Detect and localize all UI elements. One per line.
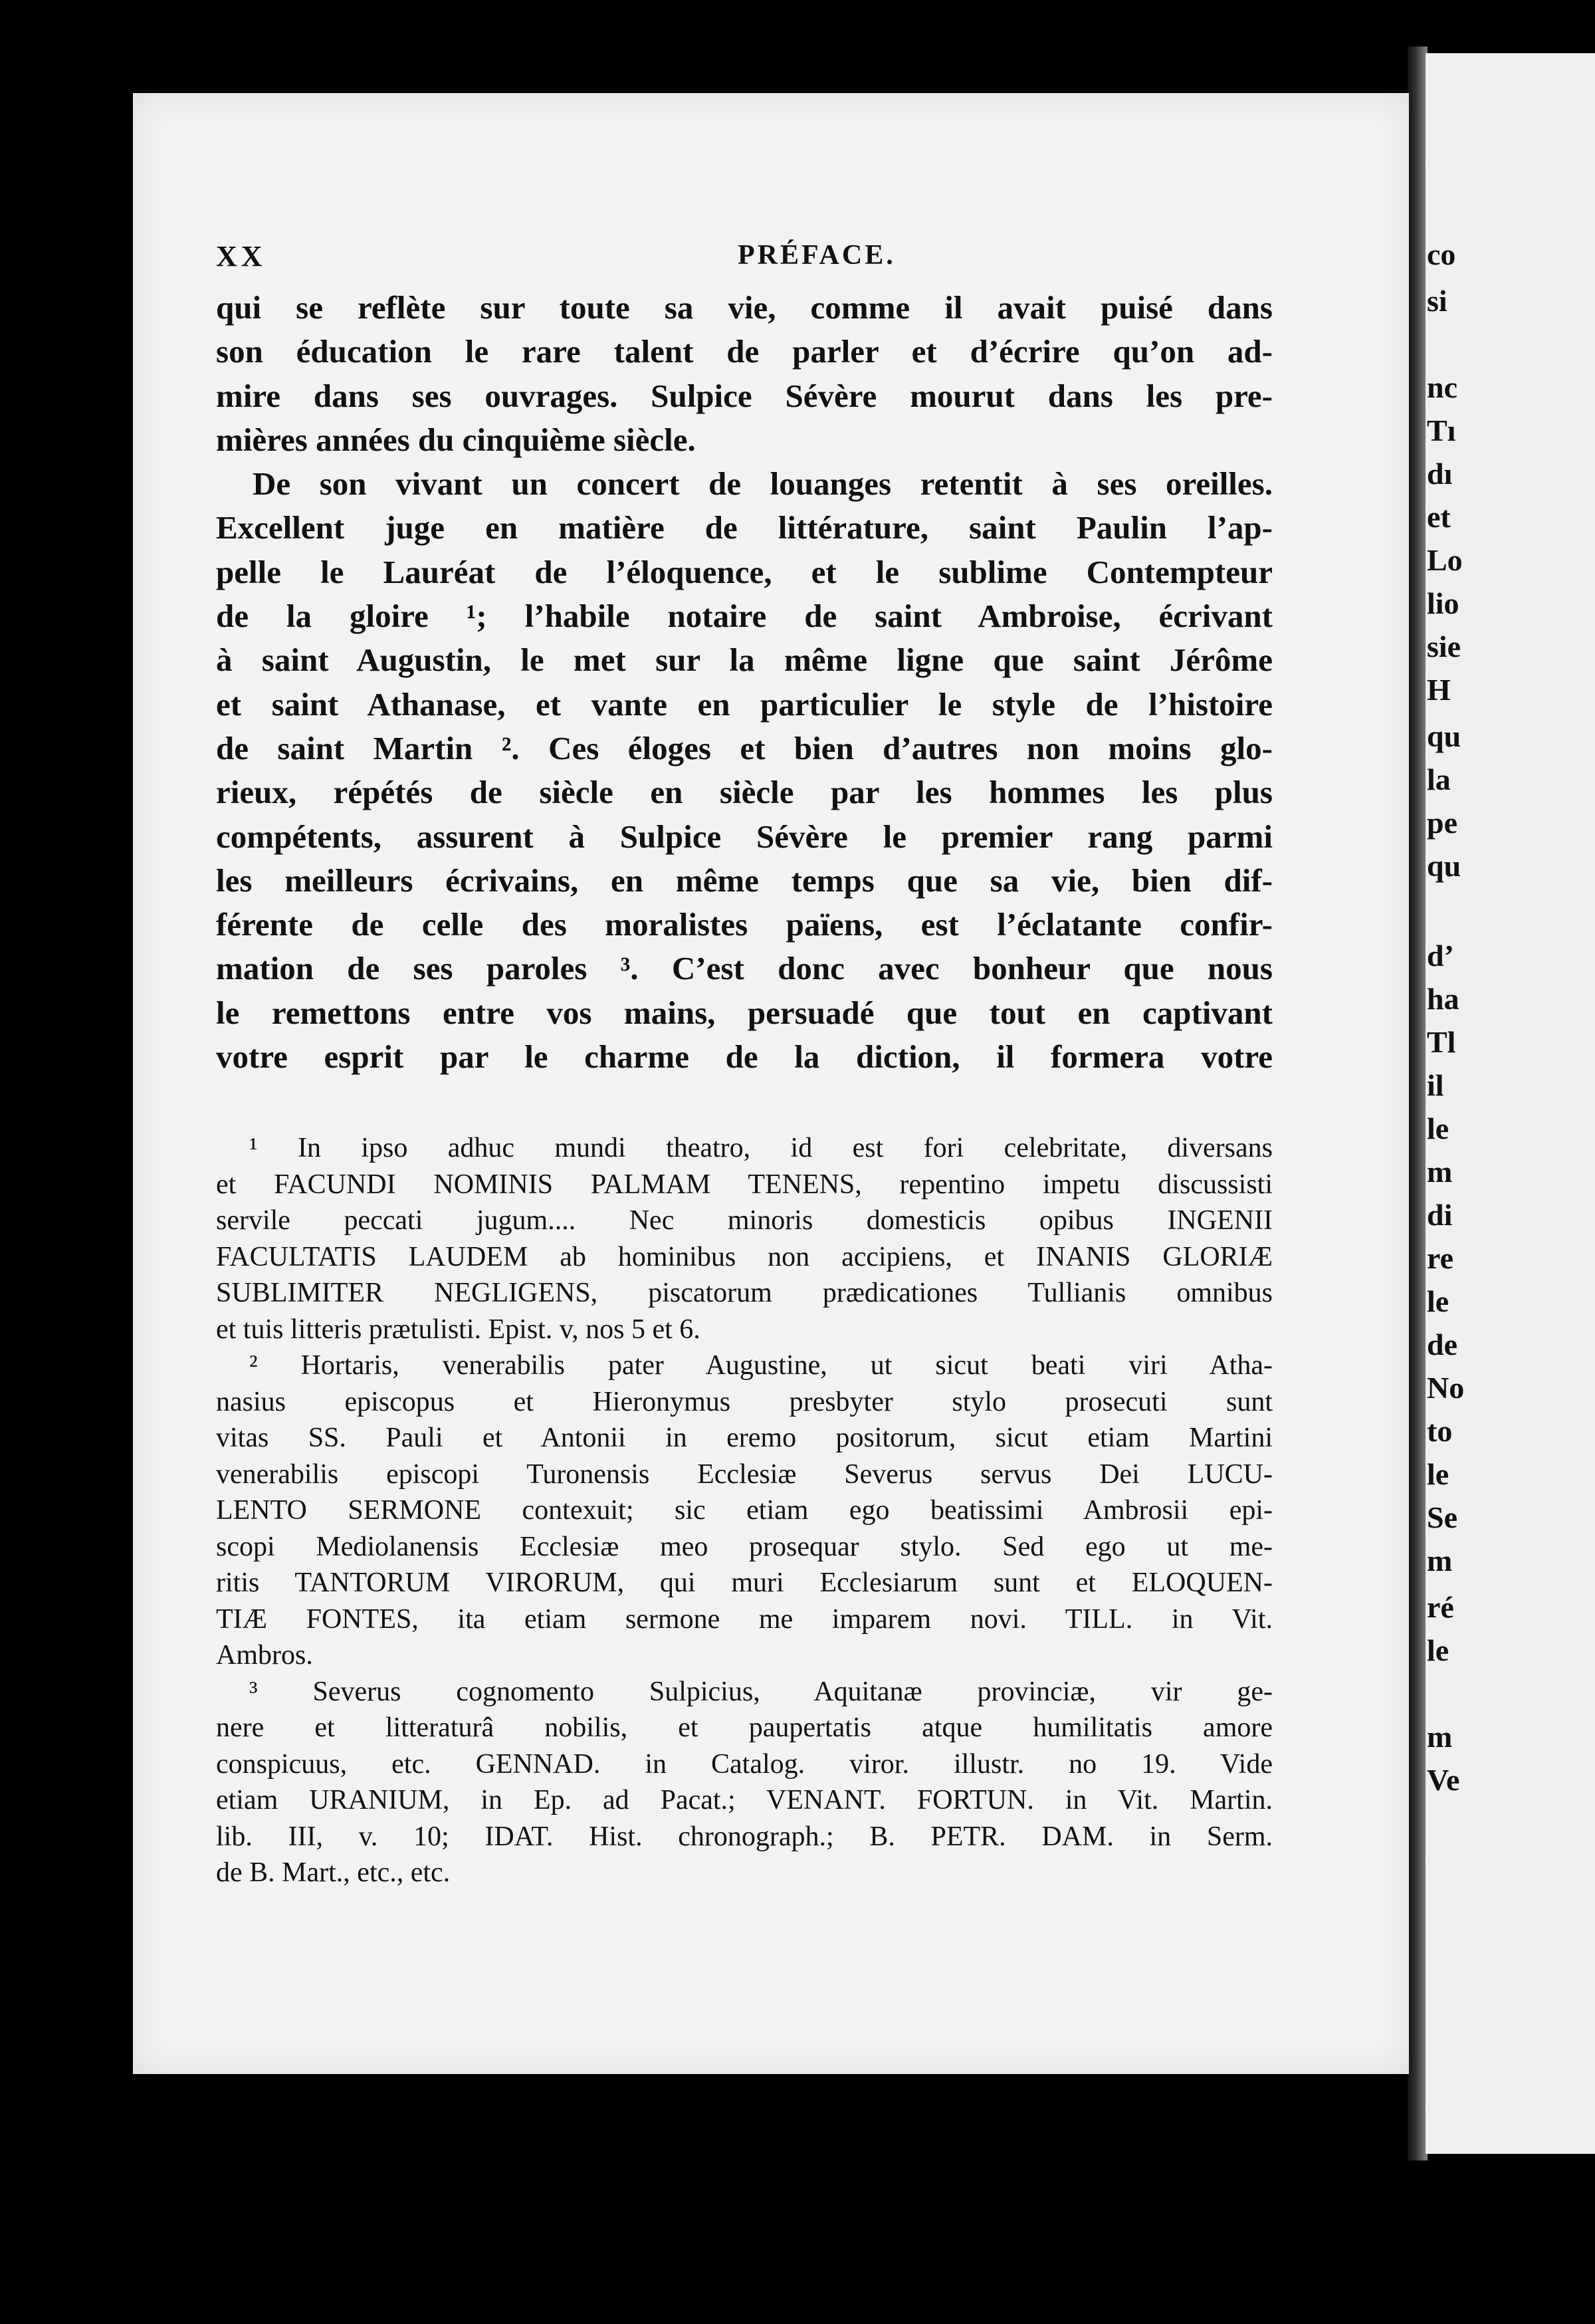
footnote-3-line: conspicuus, etc. GENNAD. in Catalog. viror. illustr. no 19. Vide (216, 1748, 1273, 1780)
facing-page-fragment: m (1427, 1720, 1453, 1754)
book-gutter (1408, 47, 1428, 2160)
running-title: PRÉFACE. (738, 240, 896, 271)
footnote-1-line: ¹ In ipso adhuc mundi theatro, id est fori celebritate, diversans (249, 1133, 1273, 1163)
footnote-2-line: LENTO SERMONE contexuit; sic etiam ego beatissimi Ambrosii epi- (216, 1495, 1273, 1526)
footnote-1-line: et tuis litteris prætulisti. Epist. v, nos 5 et 6. (216, 1314, 700, 1345)
folio: XX (216, 240, 266, 273)
facing-page-fragment: nc (1427, 370, 1457, 404)
facing-page-fragment: co (1427, 237, 1456, 271)
facing-page-fragment: Lo (1427, 543, 1463, 577)
facing-page-fragment: dı (1427, 457, 1453, 491)
body-line: et saint Athanase, et vante en particulier le style de l’histoire (216, 685, 1273, 723)
body-text (216, 286, 1273, 1079)
footnote-2-line: ² Hortaris, venerabilis pater Augustine, ut sicut beati viri Atha- (249, 1350, 1273, 1381)
body-line: mire dans ses ouvrages. Sulpice Sévère mourut dans les pre- (216, 377, 1273, 414)
footnotes (216, 1130, 1273, 1891)
facing-page-fragment: m (1427, 1544, 1453, 1577)
body-line: mation de ses paroles ³. C’est donc avec bonheur que nous (216, 950, 1273, 987)
facing-page-fragment: di (1427, 1198, 1453, 1232)
facing-page-fragment: le (1427, 1633, 1449, 1667)
facing-page-fragment: pe (1427, 806, 1457, 840)
facing-page (1426, 53, 1595, 2154)
facing-page-fragment: m (1427, 1155, 1453, 1189)
body-line: de saint Martin ². Ces éloges et bien d’autres non moins glo- (216, 729, 1273, 766)
facing-page-fragment: et (1427, 500, 1451, 534)
footnote-1-line: SUBLIMITER NEGLIGENS, piscatorum prædicationes Tullianis omnibus (216, 1278, 1273, 1308)
body-line: qui se reflète sur toute sa vie, comme il avait puisé dans (216, 289, 1273, 326)
footnote-2-line: TIÆ FONTES, ita etiam sermone me imparem novi. TILL. in Vit. (216, 1603, 1273, 1635)
footnote-3-line: lib. III, v. 10; IDAT. Hist. chronograph.; B. PETR. DAM. in Serm. (216, 1821, 1273, 1852)
footnote-2-line: scopi Mediolanensis Ecclesiæ meo prosequar stylo. Sed ego ut me- (216, 1531, 1273, 1562)
footnote-1-line: FACULTATIS LAUDEM ab hominibus non accipiens, et INANIS GLORIÆ (216, 1241, 1273, 1272)
footnote-1-line: servile peccati jugum.... Nec minoris domesticis opibus INGENII (216, 1205, 1273, 1236)
facing-page-fragment: sie (1427, 630, 1461, 663)
facing-page-fragment: H (1427, 673, 1451, 707)
footnote-3-line: ³ Severus cognomento Sulpicius, Aquitanæ provinciæ, vir ge- (249, 1676, 1273, 1707)
facing-page-fragment: lio (1427, 586, 1459, 620)
facing-page-fragment: qu (1427, 849, 1461, 883)
facing-page-fragment: Se (1427, 1500, 1457, 1534)
facing-page-fragment: ré (1427, 1590, 1454, 1624)
body-line: De son vivant un concert de louanges retentit à ses oreilles. (253, 465, 1273, 503)
footnote-2-line: vitas SS. Pauli et Antonii in eremo positorum, sicut etiam Martini (216, 1423, 1273, 1453)
body-line: à saint Augustin, le met sur la même ligne que saint Jérôme (216, 641, 1273, 679)
facing-page-fragment: qu (1427, 719, 1461, 753)
facing-page-fragment: d’ (1427, 939, 1454, 973)
footnote-3-line: nere et litteraturâ nobilis, et paupertatis atque humilitatis amore (216, 1712, 1273, 1743)
facing-page-fragment: Tl (1427, 1025, 1456, 1059)
facing-page-fragment: No (1427, 1371, 1465, 1405)
footnote-3-line: etiam URANIUM, in Ep. ad Pacat.; VENANT. FORTUN. in Vit. Martin. (216, 1785, 1273, 1815)
body-line: rieux, répétés de siècle en siècle par les hommes les plus (216, 774, 1273, 811)
body-line: pelle le Lauréat de l’éloquence, et le sublime Contempteur (216, 553, 1273, 590)
facing-page-fragment: ha (1427, 982, 1459, 1016)
facing-page-fragment: Tı (1427, 413, 1456, 447)
footnote-2-line: nasius episcopus et Hieronymus presbyter stylo prosecuti sunt (216, 1386, 1273, 1417)
footnote-2-line: venerabilis episcopi Turonensis Ecclesiæ Severus servus Dei LUCU- (216, 1458, 1273, 1490)
footnote-2-line: Ambros. (216, 1640, 313, 1671)
facing-page-fragment: la (1427, 762, 1451, 796)
footnote-1-line: et FACUNDI NOMINIS PALMAM TENENS, repentino impetu discussisti (216, 1169, 1273, 1200)
body-line: mières années du cinquième siècle. (216, 421, 696, 458)
facing-page-fragment: le (1427, 1457, 1449, 1491)
body-line: les meilleurs écrivains, en même temps que sa vie, bien dif- (216, 862, 1273, 899)
body-line: compétents, assurent à Sulpice Sévère le premier rang parmi (216, 818, 1273, 855)
facing-page-fragment: Ve (1427, 1763, 1460, 1797)
body-line: votre esprit par le charme de la diction, il formera votre (216, 1038, 1273, 1076)
body-line: férente de celle des moralistes païens, est l’éclatante confir- (216, 906, 1273, 943)
footnote-2-line: ritis TANTORUM VIRORUM, qui muri Ecclesiarum sunt et ELOQUEN- (216, 1568, 1273, 1598)
facing-page-fragment: le (1427, 1284, 1449, 1318)
facing-page-fragment: re (1427, 1241, 1454, 1275)
facing-page-fragment: si (1427, 284, 1447, 318)
body-line: Excellent juge en matière de littérature, saint Paulin l’ap- (216, 509, 1273, 546)
body-line: de la gloire ¹; l’habile notaire de saint Ambroise, écrivant (216, 598, 1273, 635)
body-line: le remettons entre vos mains, persuadé que tout en captivant (216, 994, 1273, 1031)
facing-page-fragment: to (1427, 1414, 1453, 1448)
facing-page-fragment: de (1427, 1328, 1457, 1361)
body-line: son éducation le rare talent de parler et d’écrire qu’on ad- (216, 333, 1273, 370)
page-header (216, 239, 1263, 279)
facing-page-fragment: il (1427, 1068, 1444, 1102)
footnote-3-line: de B. Mart., etc., etc. (216, 1857, 451, 1888)
facing-page-fragment: le (1427, 1111, 1449, 1145)
